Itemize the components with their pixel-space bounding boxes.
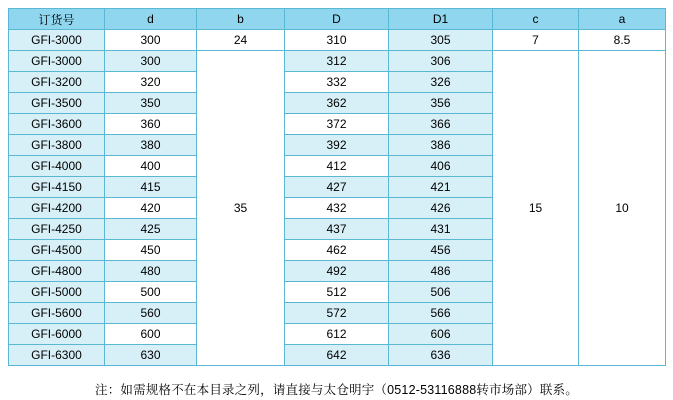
table-row xyxy=(9,30,666,51)
cell-order: GFI-6000 xyxy=(9,324,105,345)
cell-D: 392 xyxy=(285,135,389,156)
cell-b-merged: 35 xyxy=(197,51,285,366)
cell-D1: 566 xyxy=(389,303,493,324)
cell-d: 600 xyxy=(105,324,197,345)
cell-d: 300 xyxy=(105,30,197,51)
specification-table xyxy=(8,8,666,366)
cell-D: 432 xyxy=(285,198,389,219)
cell-D1: 326 xyxy=(389,72,493,93)
cell-D1: 306 xyxy=(389,51,493,72)
table-body xyxy=(9,30,666,366)
cell-D: 312 xyxy=(285,51,389,72)
column-header-order: 订货号 xyxy=(9,9,105,30)
cell-order: GFI-3600 xyxy=(9,114,105,135)
cell-D: 572 xyxy=(285,303,389,324)
column-header-c: c xyxy=(493,9,579,30)
cell-order: GFI-4800 xyxy=(9,261,105,282)
cell-b: 24 xyxy=(197,30,285,51)
cell-order: GFI-5600 xyxy=(9,303,105,324)
cell-order: GFI-4000 xyxy=(9,156,105,177)
cell-d: 380 xyxy=(105,135,197,156)
cell-D1: 456 xyxy=(389,240,493,261)
cell-D1: 366 xyxy=(389,114,493,135)
cell-d: 415 xyxy=(105,177,197,198)
cell-D1: 421 xyxy=(389,177,493,198)
cell-d: 630 xyxy=(105,345,197,366)
cell-D1: 356 xyxy=(389,93,493,114)
cell-d: 560 xyxy=(105,303,197,324)
cell-D1: 506 xyxy=(389,282,493,303)
cell-order: GFI-4150 xyxy=(9,177,105,198)
cell-D1: 406 xyxy=(389,156,493,177)
cell-order: GFI-3000 xyxy=(9,51,105,72)
cell-D: 372 xyxy=(285,114,389,135)
column-header-D1: D1 xyxy=(389,9,493,30)
cell-order: GFI-3800 xyxy=(9,135,105,156)
cell-d: 360 xyxy=(105,114,197,135)
cell-a: 8.5 xyxy=(579,30,666,51)
cell-d: 480 xyxy=(105,261,197,282)
cell-D: 332 xyxy=(285,72,389,93)
cell-d: 400 xyxy=(105,156,197,177)
cell-order: GFI-5000 xyxy=(9,282,105,303)
cell-D: 612 xyxy=(285,324,389,345)
column-header-a: a xyxy=(579,9,666,30)
cell-D: 427 xyxy=(285,177,389,198)
cell-D: 437 xyxy=(285,219,389,240)
column-header-D: D xyxy=(285,9,389,30)
cell-D: 492 xyxy=(285,261,389,282)
cell-D1: 386 xyxy=(389,135,493,156)
table-header-row xyxy=(9,9,666,30)
cell-D: 512 xyxy=(285,282,389,303)
cell-d: 300 xyxy=(105,51,197,72)
cell-D1: 606 xyxy=(389,324,493,345)
footnote: 注：如需规格不在本目录之列，请直接与太仓明宇（0512-53116888转市场部）联系。 xyxy=(95,383,578,397)
cell-D1: 486 xyxy=(389,261,493,282)
cell-D: 642 xyxy=(285,345,389,366)
cell-D: 462 xyxy=(285,240,389,261)
cell-D: 310 xyxy=(285,30,389,51)
cell-order: GFI-3200 xyxy=(9,72,105,93)
cell-d: 500 xyxy=(105,282,197,303)
cell-c: 7 xyxy=(493,30,579,51)
cell-D1: 426 xyxy=(389,198,493,219)
cell-d: 450 xyxy=(105,240,197,261)
cell-d: 420 xyxy=(105,198,197,219)
cell-D1: 305 xyxy=(389,30,493,51)
cell-a-merged: 10 xyxy=(579,51,666,366)
cell-D1: 636 xyxy=(389,345,493,366)
cell-D1: 431 xyxy=(389,219,493,240)
cell-d: 425 xyxy=(105,219,197,240)
table-header xyxy=(9,9,666,30)
column-header-d: d xyxy=(105,9,197,30)
cell-d: 350 xyxy=(105,93,197,114)
cell-c-merged: 15 xyxy=(493,51,579,366)
column-header-b: b xyxy=(197,9,285,30)
cell-d: 320 xyxy=(105,72,197,93)
cell-order: GFI-4500 xyxy=(9,240,105,261)
cell-D: 362 xyxy=(285,93,389,114)
cell-order: GFI-4250 xyxy=(9,219,105,240)
cell-order: GFI-3500 xyxy=(9,93,105,114)
cell-order: GFI-4200 xyxy=(9,198,105,219)
table-row xyxy=(9,51,666,72)
cell-D: 412 xyxy=(285,156,389,177)
cell-order: GFI-6300 xyxy=(9,345,105,366)
cell-order: GFI-3000 xyxy=(9,30,105,51)
